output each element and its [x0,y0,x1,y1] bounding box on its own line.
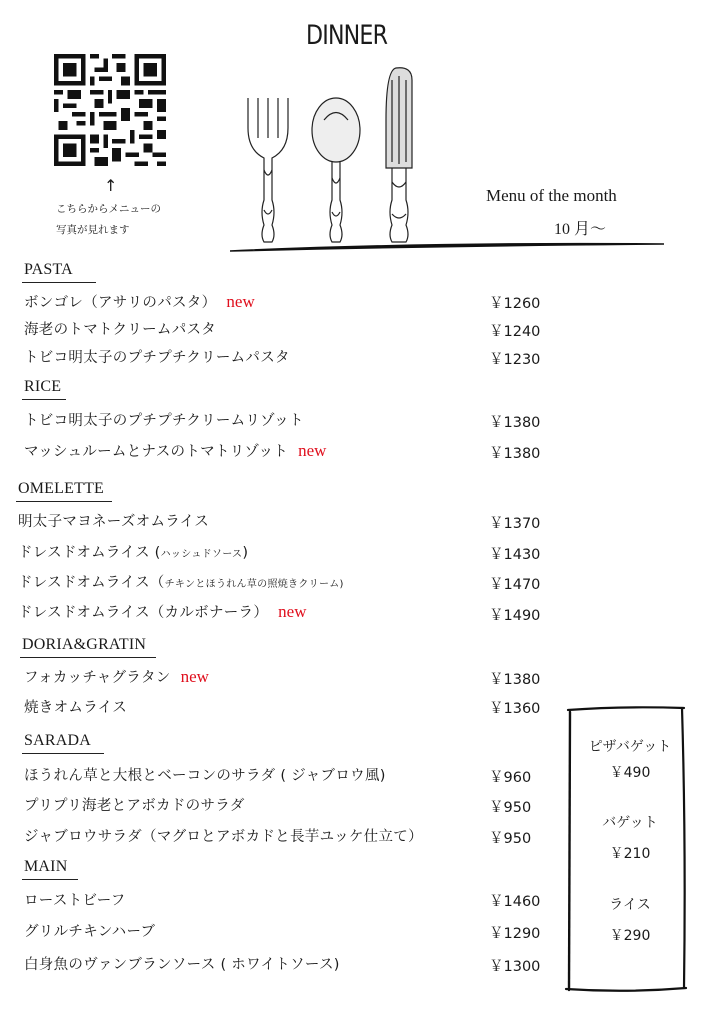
cutlery-icon [236,50,436,250]
side-item-price: ￥210 [609,846,651,862]
section-title-rice: RICE [24,378,62,395]
menu-price: ￥1260 [489,296,541,312]
menu-of-the-month: Menu of the month [486,186,617,205]
arrow-up-icon: ↑ [104,176,118,195]
menu-title: DINNER [306,20,388,51]
month-label: 10 月～ [554,221,607,238]
new-badge: new [226,292,255,311]
menu-item: ドレスドオムライス（チキンとほうれん草の照焼きクリーム) [18,575,344,591]
menu-item: ローストビーフ [24,893,126,909]
menu-item: 明太子マヨネーズオムライス [18,514,210,530]
menu-price: ￥1370 [489,516,541,532]
section-underline [22,399,66,400]
menu-price: ￥1300 [489,959,541,975]
divider-swoosh [230,240,664,254]
menu-price: ￥960 [489,770,532,786]
menu-price: ￥1380 [489,446,541,462]
menu-item: グリルチキンハーブ [24,924,156,940]
menu-price: ￥1360 [489,701,541,717]
menu-price: ￥1230 [489,352,541,368]
menu-item: マッシュルームとナスのトマトリゾット new [24,441,327,460]
new-badge: new [180,667,209,686]
menu-item: ほうれん草と大根とベーコンのサラダ ( ジャブロウ風) [24,768,386,784]
menu-price: ￥1380 [489,672,541,688]
section-title-main: MAIN [24,858,68,875]
menu-item: ボンゴレ（アサリのパスタ） new [24,292,255,311]
menu-price: ￥1470 [489,577,541,593]
section-underline [16,501,112,502]
menu-item: 焼きオムライス [24,700,128,716]
side-item-label: ピザバゲット [588,739,672,755]
new-badge: new [278,602,307,621]
menu-price: ￥1460 [489,894,541,910]
section-underline [22,879,78,880]
menu-item: フォカッチャグラタン new [24,667,209,686]
qr-code-icon[interactable] [54,54,166,166]
side-item-label: バゲット [602,815,658,831]
menu-item: プリプリ海老とアボカドのサラダ [24,798,245,814]
menu-item: トビコ明太子のプチプチクリームリゾット [24,413,304,429]
menu-item: トビコ明太子のプチプチクリームパスタ [24,350,290,366]
menu-price: ￥1430 [489,547,541,563]
menu-item: ドレスドオムライス（カルボナーラ） new [18,602,307,621]
section-title-sarada: SARADA [24,732,91,749]
menu-price: ￥1490 [489,608,541,624]
menu-price: ￥950 [489,831,532,847]
side-item-label: ライス [609,897,651,913]
side-item-price: ￥290 [609,928,651,944]
new-badge: new [298,441,327,460]
menu-item: 海老のトマトクリームパスタ [24,322,217,338]
section-underline [22,753,104,754]
menu-price: ￥950 [489,800,532,816]
menu-item: ジャブロウサラダ（マグロとアボカドと長芋ユッケ仕立て） [24,829,423,845]
qr-note-line1: こちらからメニューの [56,203,161,215]
section-title-doria-gratin: DORIA&GRATIN [22,636,147,653]
section-underline [20,657,156,658]
menu-price: ￥1240 [489,324,541,340]
qr-note [56,199,161,241]
qr-note-line2: 写真が見れます [56,224,130,236]
menu-price: ￥1290 [489,926,541,942]
menu-item: 白身魚のヴァンブランソース ( ホワイトソース) [24,957,340,973]
section-title-omelette: OMELETTE [18,480,105,497]
side-item-price: ￥490 [609,765,651,781]
section-title-pasta: PASTA [24,261,73,278]
menu-item: ドレスドオムライス (ハッシュドソース) [18,545,249,561]
menu-price: ￥1380 [489,415,541,431]
section-underline [22,282,96,283]
